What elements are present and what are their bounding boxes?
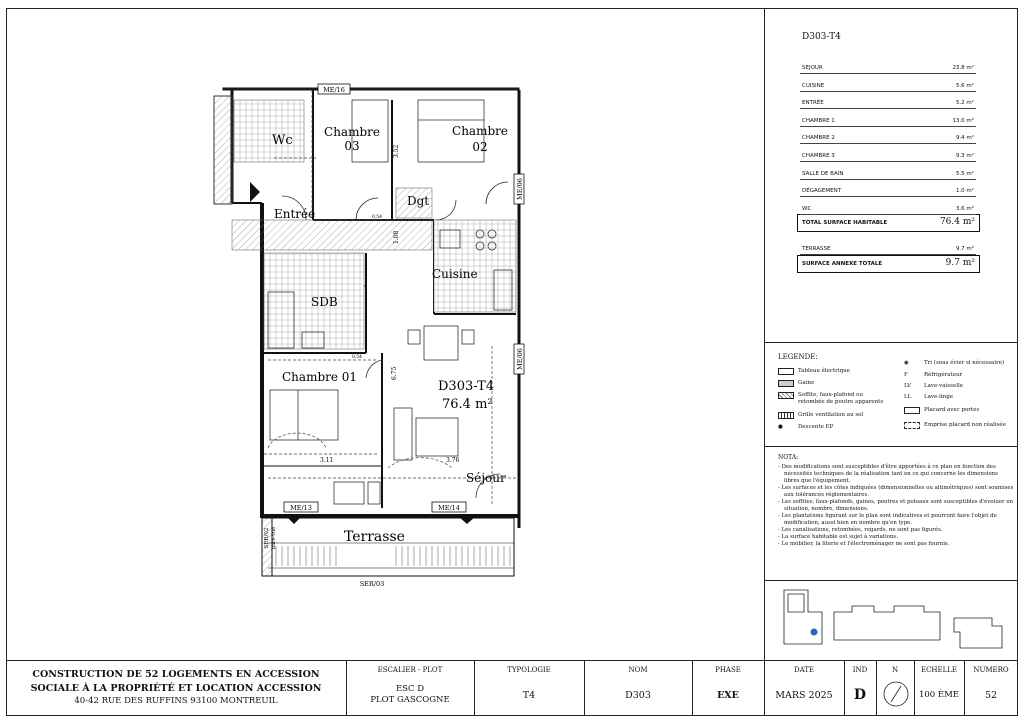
total-habitable-value: 76.4 m²: [939, 217, 975, 227]
placard-icon: [904, 407, 920, 414]
dim-376: 3.76: [446, 457, 460, 464]
surface-row: [800, 201, 976, 215]
dim-gt1: 0.54: [352, 355, 363, 360]
nota-title: NOTA:: [778, 454, 799, 461]
surface-label: CHAMBRE 3: [802, 153, 835, 159]
location-marker-icon: [811, 629, 818, 636]
numero-header: NUMERO: [973, 666, 1009, 674]
escalier-header: ESCALIER - PLOT: [377, 666, 443, 674]
surface-row: [800, 130, 976, 144]
room-label-chambre03-l2: 03: [344, 139, 360, 153]
nota-text: - Des modifications sont susceptibles d'être apportées à ce plan en fonction des nécessités techniques de la réalisation tant en ce qui concerne les dimensions libres que l'équipement. - Les surfaces et les côtes indiquées (dimensionnelles ou altimétriques) sont soumises aux tolérances réglementaires. - Les soffites, faux-plafonds, gaines, poutres et poteaux sont susceptibles d'évoluer en situation, nombre, dimensions. - Les plantations figurant sur le plan sont indicatives et pourront faire l'objet de modification, aussi bien en nombre qu'en type. - Les canalisations, retombées, regards, ne sont pas figurés. - La surface habitable est sujet à variations. - Le mobilier, la literie et l'électroménager ne sont pas fournis.: [778, 464, 1014, 547]
ind-value: D: [853, 687, 867, 703]
room-label-chambre02-l1: Chambre: [452, 124, 508, 138]
echelle-cell: [914, 660, 964, 716]
apartment-code: D303-T4: [438, 379, 495, 394]
wall-tag-me06-bottom: ME/06: [516, 348, 524, 370]
room-label-chambre02-l2: 02: [472, 140, 488, 154]
room-label-entree: Entrée: [274, 207, 316, 221]
total-annex-value: 9.7 m²: [945, 258, 975, 268]
floor-plan: [6, 8, 764, 660]
escalier-value-2: PLOT GASCOGNE: [370, 695, 450, 705]
room-label-sejour: Séjour: [466, 471, 506, 485]
soffite-icon: [778, 392, 794, 399]
refrigerateur-symbol: F: [904, 372, 908, 378]
panel-divider: [764, 8, 765, 660]
surface-row: [800, 60, 976, 74]
room-label-cuisine: Cuisine: [432, 267, 478, 281]
placard-non-realise-icon: [904, 422, 920, 429]
apartment-area: 76.4 m²: [442, 397, 493, 412]
room-label-chambre01: Chambre 01: [282, 370, 358, 384]
room-label-sdb: SDB: [311, 295, 338, 309]
surface-label: ENTRÉE: [802, 100, 824, 107]
window-marker-icon: [286, 516, 302, 524]
date-value: MARS 2025: [775, 690, 833, 701]
total-annex-box: [797, 255, 980, 273]
surface-value: 13.0 m²: [952, 117, 974, 124]
descente-ep-icon: ●: [778, 424, 783, 430]
wall-tag-me06-top: ME/06: [516, 178, 524, 200]
wall-tag-ser03: SER/03: [359, 580, 385, 588]
annex-value: 9.7 m²: [955, 246, 974, 252]
ind-header: IND: [852, 666, 868, 674]
lave-linge-symbol: LL: [904, 394, 912, 400]
total-habitable-label: TOTAL SURFACE HABITABLE: [802, 220, 888, 226]
dim-675: 6.75: [391, 366, 398, 380]
surface-row: [800, 95, 976, 109]
divider: [764, 446, 1018, 447]
escalier-cell: [346, 660, 474, 716]
north-cell: [876, 660, 914, 716]
tableau-electrique-icon: [778, 368, 794, 375]
nom-cell: [584, 660, 692, 716]
nom-header: NOM: [628, 666, 648, 674]
room-label-chambre03-l1: Chambre: [324, 125, 380, 139]
surface-label: CUISINE: [802, 82, 825, 89]
numero-cell: [964, 660, 1018, 716]
echelle-header: ECHELLE: [920, 666, 958, 674]
typologie-header: TYPOLOGIE: [507, 666, 551, 674]
surface-value: 3.6 m²: [955, 205, 974, 212]
surface-label: DÉGAGEMENT: [802, 188, 842, 195]
surface-row: [800, 148, 976, 162]
floor-plan-svg: [6, 8, 764, 660]
escalier-value-1: ESC D: [395, 684, 425, 694]
wall-tag-me16: ME/16: [323, 86, 345, 94]
surface-value: 5.5 m²: [955, 170, 974, 177]
project-address: 40-42 RUE DES RUFFINS 93100 MONTREUIL: [74, 696, 278, 706]
gaine-icon: [778, 380, 794, 387]
surface-row: [800, 113, 976, 127]
window-marker-icon: [458, 516, 476, 524]
tri-icon: ◉: [904, 360, 909, 366]
wall-tag-ser02: SER/02: [264, 527, 270, 549]
side-panel: D303-T4 TOTAL SURFACE HABITABLE 76.4 m² SURFACE ANNEXE TOTALE 9.7 m² LEGENDE: Tableau électrique Gaine Soffite, faux-plafond ou retombée de poutre apparents Grille ventilation au sol ● Descente EP ◉ Tri (sous évier si nécessaire) F Réfrigérateur LV Lave-vaisselle LL Lave-linge Placard avec portes Emprise placard non réalisée NOTA: - Des modifications sont susceptibles d'être apportées à ce plan en fonction des nécessités techniques de la réalisation tant en ce qui concerne les dimensions libres que l'équipement. - Les surfaces et les côtes indiquées (dimensionnelles ou altimétriques) sont soumises aux tolérances réglementaires. - Les soffites, faux-plafonds, gaines, poutres et poteaux sont susceptibles d'évoluer en situation, nombre, dimensions. - Les plantations figurant sur le plan sont indicatives et pourront faire l'objet de modification, aussi bien en nombre qu'en type. - Les canalisations, retombées, regards, ne sont pas figurés. - La surface habitable est sujet à variations. - Le mobilier, la literie et l'électroménager ne sont pas fournis. SEJOUR 23.8 m² CUISINE 5.6 m² ENTRÉE 5.2 m² CHAMBRE 1 13.0 m² CHAMBRE 2 9.4 m² CHAMBRE 3 9.3 m² SALLE DE BAIN 5.5 m² DÉGAGEMENT 1.0 m² WC 3.6 m² TERRASSE 9.7 m²: [764, 8, 1018, 660]
north-header: N: [891, 666, 899, 674]
date-header: DATE: [793, 666, 815, 674]
surface-row: [800, 78, 976, 92]
project-info: [6, 660, 346, 716]
surface-value: 5.2 m²: [955, 100, 974, 107]
surface-value: 1.0 m²: [955, 188, 974, 195]
phase-value: EXE: [717, 690, 739, 701]
surface-row: [800, 183, 976, 197]
legend-title: LEGENDE:: [778, 353, 818, 361]
entrance-arrow-icon: [250, 182, 260, 202]
surface-value: 5.6 m²: [955, 82, 974, 89]
dim-311: 3.11: [320, 457, 334, 464]
surface-label: CHAMBRE 2: [802, 135, 835, 142]
total-habitable-box: [797, 214, 980, 232]
title-block: [6, 660, 1018, 716]
dim-gt2: 0.54: [372, 215, 383, 220]
dim-352: 3.52: [393, 144, 400, 158]
surface-label: WC: [802, 205, 812, 212]
wall-tag-me13: ME/13: [290, 504, 312, 512]
wall-tag-me14: ME/14: [438, 504, 460, 512]
room-label-wc: Wc: [272, 133, 293, 148]
project-line-2: SOCIALE À LA PROPRIÉTÉ ET LOCATION ACCESSION: [30, 683, 322, 694]
numero-value: 52: [984, 690, 998, 701]
room-label-dgt: Dgt: [407, 194, 430, 208]
north-compass-icon: [882, 680, 910, 708]
divider: [764, 580, 1018, 581]
phase-cell: [692, 660, 764, 716]
divider: [764, 342, 1018, 343]
grille-ventilation-icon: [778, 412, 794, 419]
key-plan: [764, 582, 1018, 660]
surface-value: 9.4 m²: [955, 135, 974, 142]
surface-value: 23.8 m²: [952, 65, 974, 71]
room-label-terrasse: Terrasse: [344, 529, 405, 545]
surface-label: SALLE DE BAIN: [802, 170, 844, 177]
nom-value: D303: [625, 690, 651, 701]
echelle-value: 100 ÈME: [918, 690, 960, 700]
total-annex-label: SURFACE ANNEXE TOTALE: [802, 261, 883, 267]
surfaces-title: D303-T4: [802, 32, 841, 42]
surface-value: 9.3 m²: [955, 153, 974, 159]
annex-row: [800, 241, 976, 255]
ind-cell: [844, 660, 876, 716]
phase-header: PHASE: [715, 666, 741, 674]
wall-tag-pare-vue: pare-vue: [271, 526, 277, 550]
project-line-1: CONSTRUCTION DE 52 LOGEMENTS EN ACCESSION: [32, 669, 320, 680]
surface-label: CHAMBRE 1: [802, 117, 835, 124]
surface-row: [800, 166, 976, 180]
date-cell: [764, 660, 844, 716]
typologie-value: T4: [522, 690, 536, 701]
annex-label: TERRASSE: [802, 246, 831, 252]
typologie-cell: [474, 660, 584, 716]
dim-108: 1.08: [393, 230, 400, 244]
lave-vaisselle-symbol: LV: [904, 383, 911, 389]
surface-label: SEJOUR: [802, 65, 823, 71]
